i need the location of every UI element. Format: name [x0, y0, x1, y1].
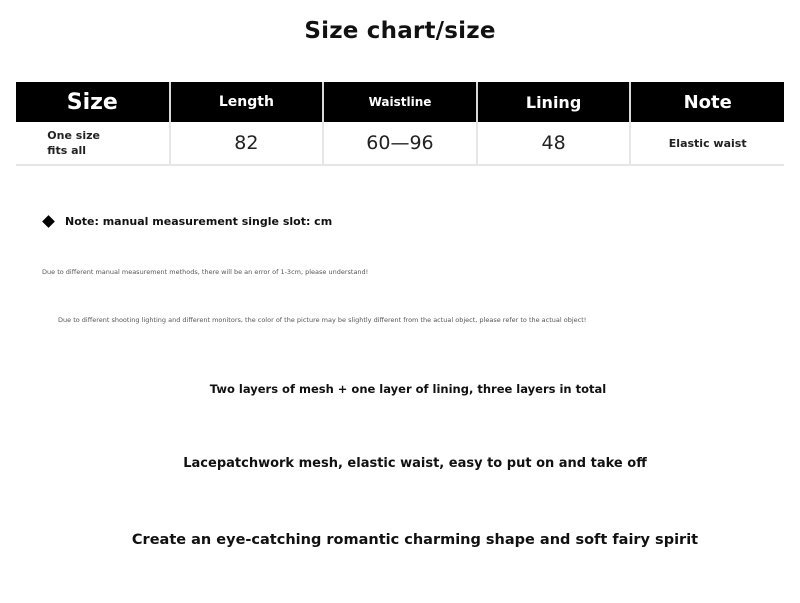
cell-lining: 48 — [477, 122, 631, 165]
header-lining: Lining — [477, 82, 631, 122]
disclaimer-measurement: Due to different manual measurement methods, there will be an error of 1-3cm, please understand! — [42, 268, 369, 276]
size-value — [47, 128, 107, 158]
size-line-1: One size — [47, 129, 100, 142]
header-length: Length — [170, 82, 324, 122]
cell-size — [16, 122, 170, 165]
diamond-bullet-icon — [42, 215, 55, 228]
cell-length: 82 — [170, 122, 324, 165]
measurement-note — [44, 215, 332, 228]
header-note: Note — [630, 82, 784, 122]
size-chart-table — [16, 82, 784, 166]
header-waistline: Waistline — [323, 82, 477, 122]
cell-note: Elastic waist — [630, 122, 784, 165]
disclaimer-color: Due to different shooting lighting and different monitors, the color of the picture may be slightly different from the actual object, please refer to the actual object! — [58, 316, 587, 324]
description-layers: Two layers of mesh + one layer of lining, three layers in total — [209, 382, 607, 396]
description-lace: Lacepatchwork mesh, elastic waist, easy to put on and take off — [183, 456, 647, 471]
header-size: Size — [16, 82, 170, 122]
table-header-row — [16, 82, 784, 122]
description-shape: Create an eye-catching romantic charming shape and soft fairy spirit — [131, 532, 699, 548]
page-title: Size chart/size — [304, 18, 496, 44]
cell-waistline: 60—96 — [323, 122, 477, 165]
size-line-2: fits all — [47, 144, 87, 157]
measurement-note-text: Note: manual measurement single slot: cm — [65, 215, 333, 228]
table-row — [16, 122, 784, 165]
